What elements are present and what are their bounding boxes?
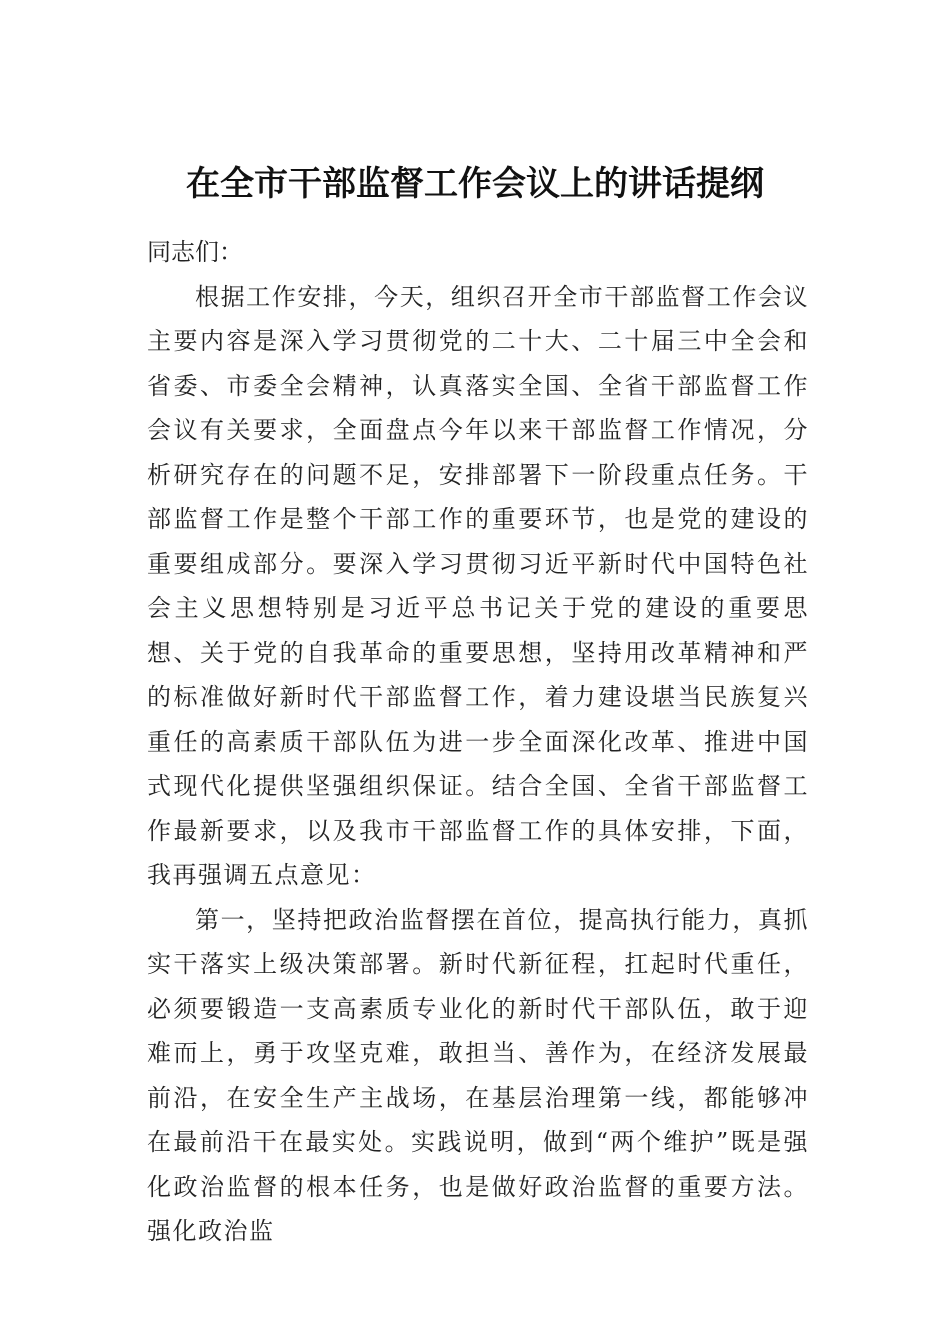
document-body [147, 230, 809, 1254]
salutation: 同志们： [147, 238, 243, 266]
paragraph-point-one: 第一，坚持把政治监督摆在首位，提高执行能力，真抓实干落实上级决策部署。新时代新征程，扛起时代重任，必须要锻造一支高素质专业化的新时代干部队伍，敢于迎难而上，勇于攻坚克难，敢担当、善作为，在经济发展最前沿，在安全生产主战场，在基层治理第一线，都能够冲在最前沿干在最实处。实践说明，做到“两个维护”既是强化政治监督的根本任务，也是做好政治监督的重要方法。强化政治监 [147, 905, 809, 1245]
paragraph-intro: 根据工作安排，今天，组织召开全市干部监督工作会议主要内容是深入学习贯彻党的二十大、二十届三中全会和省委、市委全会精神，认真落实全国、全省干部监督工作会议有关要求，全面盘点今年以来干部监督工作情况，分析研究存在的问题不足，安排部署下一阶段重点任务。干部监督工作是整个干部工作的重要环节，也是党的建设的重要组成部分。要深入学习贯彻习近平新时代中国特色社会主义思想特别是习近平总书记关于党的建设的重要思想、关于党的自我革命的重要思想，坚持用改革精神和严的标准做好新时代干部监督工作，着力建设堪当民族复兴重任的高素质干部队伍为进一步全面深化改革、推进中国式现代化提供坚强组织保证。结合全国、全省干部监督工作最新要求，以及我市干部监督工作的具体安排，下面，我再强调五点意见： [147, 282, 809, 889]
document-title: 在全市干部监督工作会议上的讲话提纲 [186, 164, 764, 204]
